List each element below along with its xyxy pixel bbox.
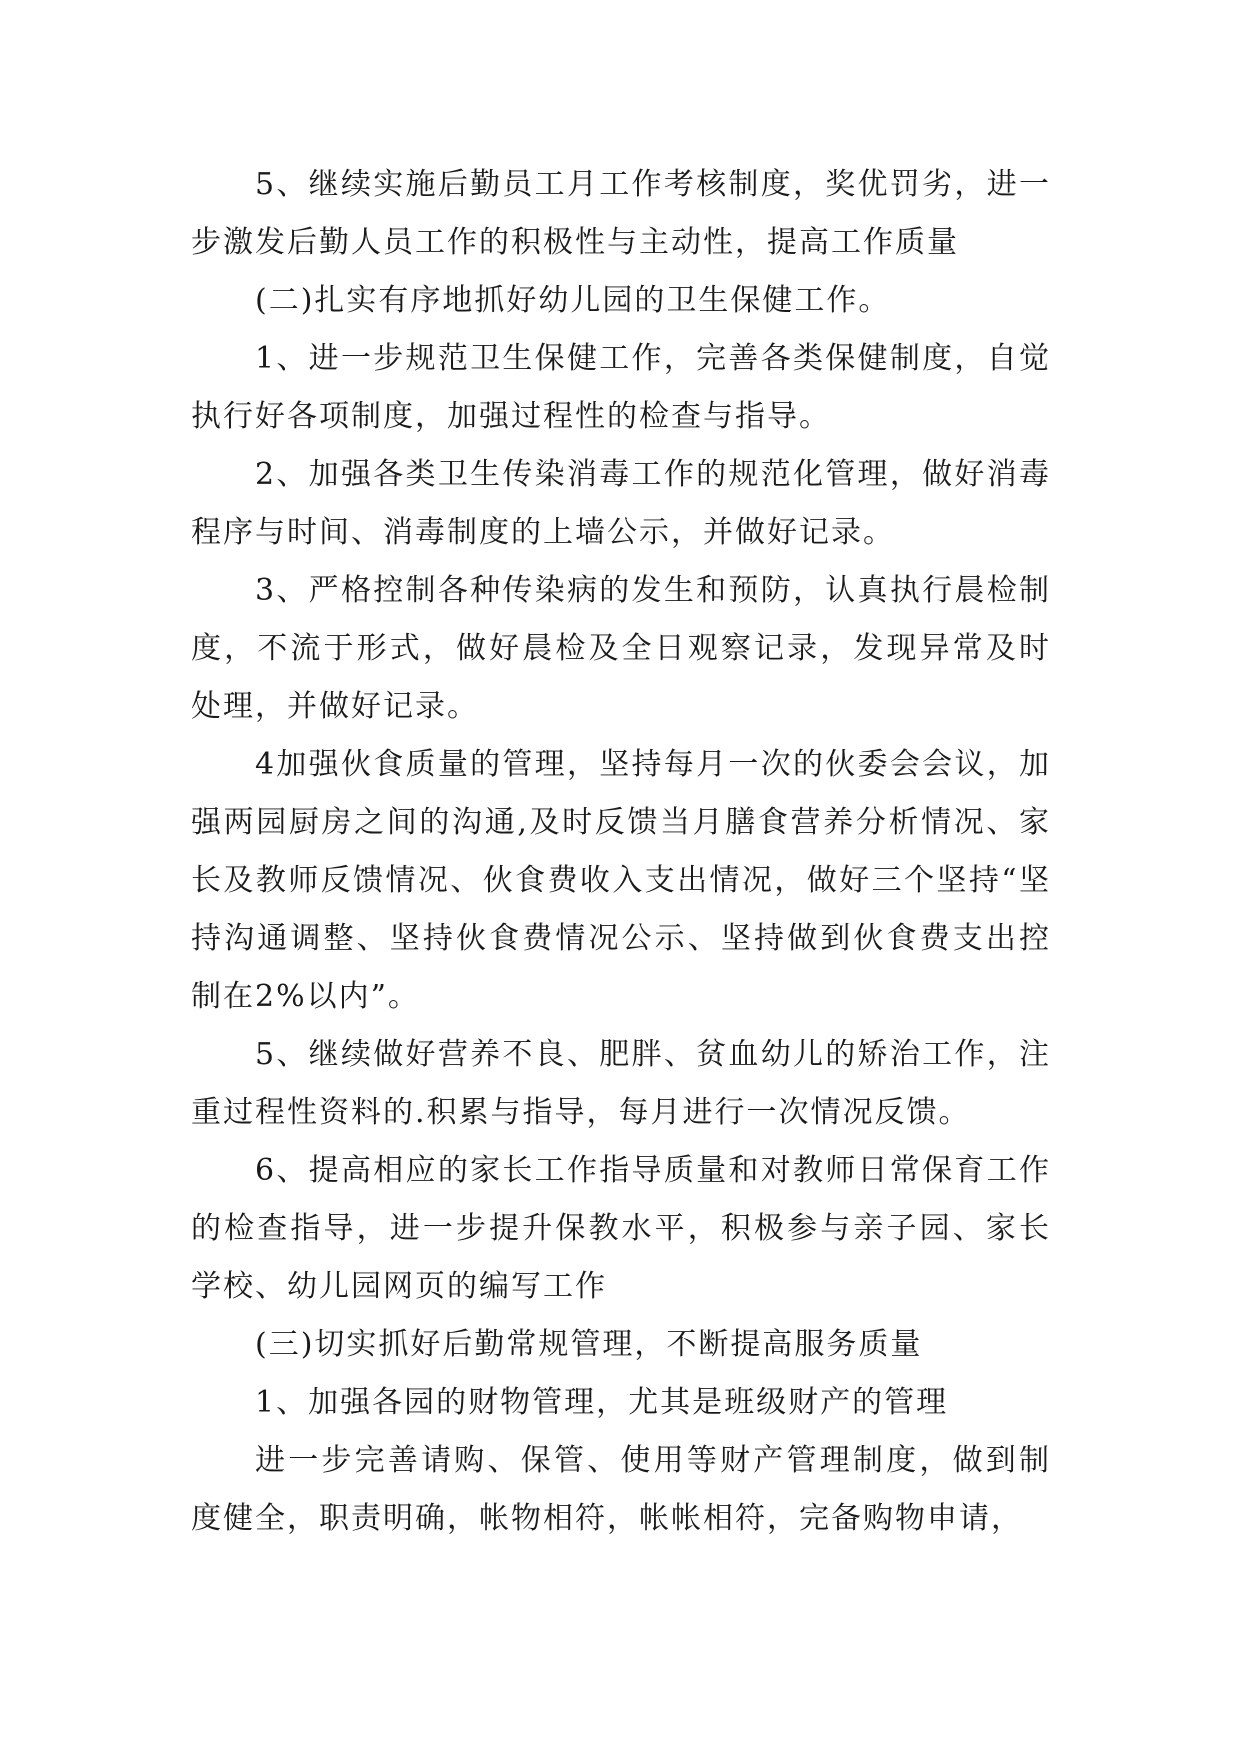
paragraph-property-management: 1、加强各园的财物管理，尤其是班级财产的管理 bbox=[255, 1385, 949, 1420]
paragraph-health-standards: 1、进一步规范卫生保健工作，完善各类保健制度，自觉执行好各项制度，加强过程性的检查与指导。 bbox=[191, 341, 1051, 434]
paragraph-disinfection: 2、加强各类卫生传染消毒工作的规范化管理，做好消毒程序与时间、消毒制度的上墙公示，并做好记录。 bbox=[191, 457, 1051, 550]
section-heading-health-care: (二)扎实有序地抓好幼儿园的卫生保健工作。 bbox=[255, 283, 891, 318]
paragraph-procurement-system: 进一步完善请购、保管、使用等财产管理制度，做到制度健全，职责明确，帐物相符，帐帐相符，完备购物申请， bbox=[191, 1443, 1051, 1536]
paragraph-disease-control: 3、严格控制各种传染病的发生和预防，认真执行晨检制度，不流于形式，做好晨检及全日观察记录，发现异常及时处理，并做好记录。 bbox=[191, 573, 1051, 724]
paragraph-staff-assessment: 5、继续实施后勤员工月工作考核制度，奖优罚劣，进一步激发后勤人员工作的积极性与主动性，提高工作质量 bbox=[191, 167, 1051, 260]
section-heading-logistics: (三)切实抓好后勤常规管理，不断提高服务质量 bbox=[255, 1327, 923, 1362]
paragraph-parent-guidance: 6、提高相应的家长工作指导质量和对教师日常保育工作的检查指导，进一步提升保教水平，积极参与亲子园、家长学校、幼儿园网页的编写工作 bbox=[191, 1153, 1051, 1304]
paragraph-meal-quality: 4加强伙食质量的管理，坚持每月一次的伙委会会议，加强两园厨房之间的沟通,及时反馈当月膳食营养分析情况、家长及教师反馈情况、伙食费收入支出情况，做好三个坚持“坚持沟通调整、坚持伙食费情况公示、坚持做到伙食费支出控制在2%以内”。 bbox=[191, 747, 1051, 1014]
document-body bbox=[191, 156, 1051, 1548]
paragraph-nutrition-correction: 5、继续做好营养不良、肥胖、贫血幼儿的矫治工作，注重过程性资料的.积累与指导，每月进行一次情况反馈。 bbox=[191, 1037, 1051, 1130]
